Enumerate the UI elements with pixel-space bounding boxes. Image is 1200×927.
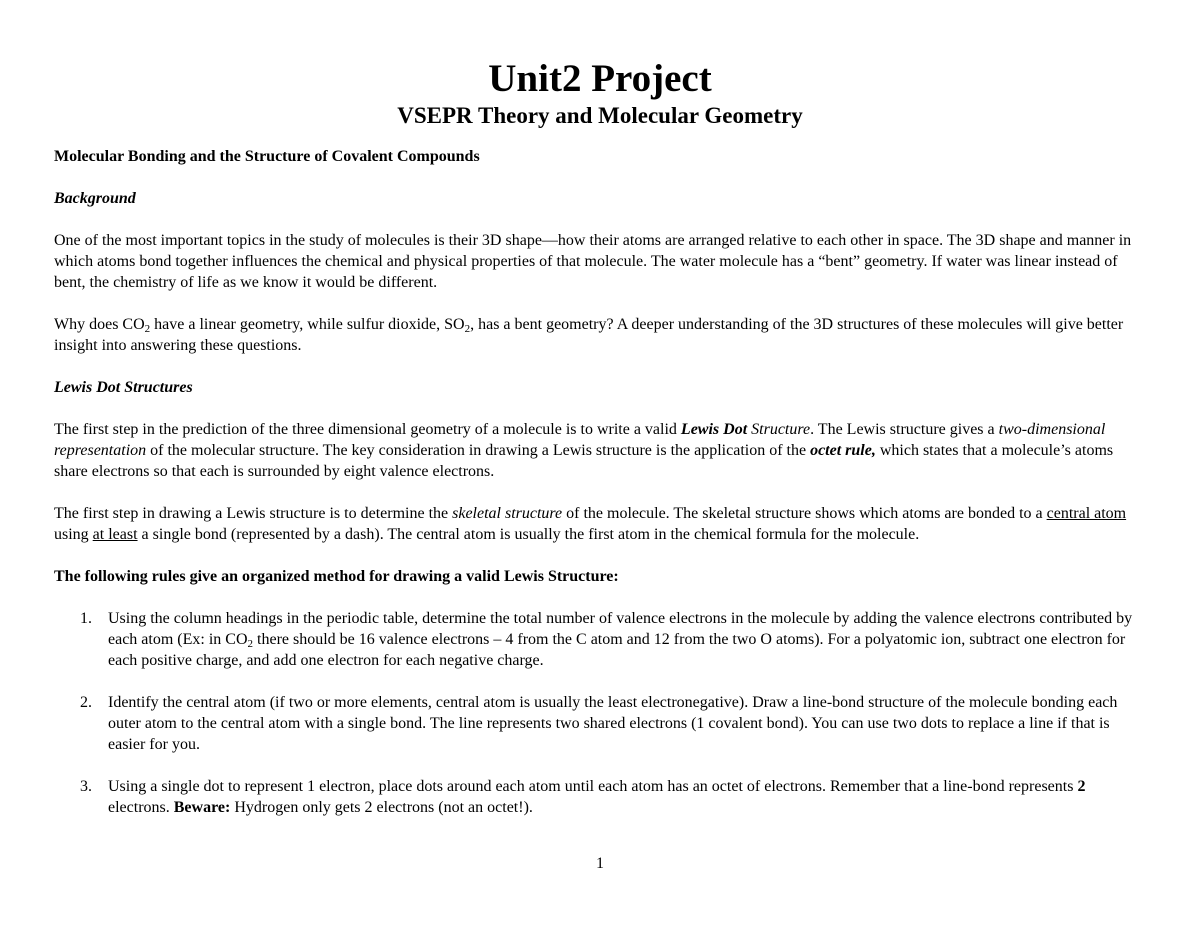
page-title: Unit2 Project <box>488 57 712 100</box>
background-heading: Background <box>54 190 136 207</box>
background-paragraph-1: One of the most important topics in the study of molecules is their 3D shape—how their atoms are arranged relative to each other in space. The 3D shape and manner in which atoms bond together influences the chemical and physical properties of that molecule. The water molecule has a “bent” geometry. If water was linear instead of bent, the chemistry of life as we know it would be different. <box>54 232 1132 291</box>
list-item: 1. Using the column headings in the periodic table, determine the total number of valence electrons in the molecule by adding the valence electrons contributed by each atom (Ex: in $CO_2$ there should be 16 valence electrons – 4 from the C atom and 12 from the two O atoms). For a polyatomic ion, subtract one electron for each positive charge, and add one electron for each negative charge. <box>80 610 1133 669</box>
list-item: 3. Using a single dot to represent 1 electron, place dots around each atom until each atom has an octet of electrons. Remember that a line-bond represents 2 electrons. Beware: Hydrogen only gets 2 electrons (not an octet!). <box>80 778 1086 816</box>
rules-heading: The following rules give an organized method for drawing a valid Lewis Structure: <box>54 568 619 585</box>
section-heading: Molecular Bonding and the Structure of Covalent Compounds <box>54 148 480 165</box>
rules-list <box>54 608 1146 818</box>
page-subtitle: VSEPR Theory and Molecular Geometry <box>397 103 803 128</box>
lewis-paragraph-1: The first step in the prediction of the three dimensional geometry of a molecule is to write a valid Lewis Dot Structure. The Lewis structure gives a two-dimensional representation of the molecular structure. The key consideration in drawing a Lewis structure is the application of the octet rule, which states that a molecule’s atoms share electrons so that each is surrounded by eight valence electrons. <box>54 421 1114 480</box>
lewis-heading: Lewis Dot Structures <box>54 379 193 396</box>
background-paragraph-2: Why does $CO_2$ have a linear geometry, while sulfur dioxide, $SO_2$, has a bent geometry? A deeper understanding of the 3D structures of these molecules will give better insight into answering these questions. <box>54 316 1124 354</box>
document-page <box>54 56 1146 818</box>
page-number: 1 <box>596 855 604 872</box>
list-item: 2. Identify the central atom (if two or more elements, central atom is usually the least electronegative). Draw a line-bond structure of the molecule bonding each outer atom to the central atom with a single bond. The line represents two shared electrons (1 covalent bond). You can use two dots to replace a line if that is easier for you. <box>80 694 1118 753</box>
lewis-paragraph-2: The first step in drawing a Lewis structure is to determine the skeletal structure of the molecule. The skeletal structure shows which atoms are bonded to a central atom using at least a single bond (represented by a dash). The central atom is usually the first atom in the chemical formula for the molecule. <box>54 505 1127 543</box>
